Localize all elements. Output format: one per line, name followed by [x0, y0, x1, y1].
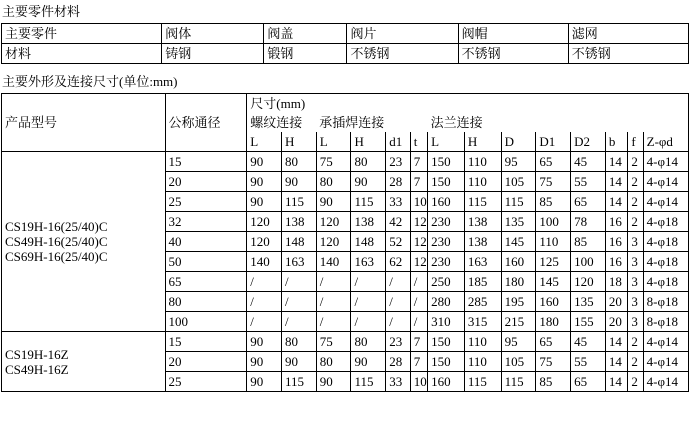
dimension-cell: 28	[386, 172, 411, 192]
nominal-diameter-cell: 25	[165, 192, 247, 212]
dimension-cell: 75	[316, 152, 351, 172]
dimension-cell: /	[247, 272, 282, 292]
subheader-0: L	[247, 132, 282, 152]
dimension-cell: 115	[464, 192, 501, 212]
subheader-1: H	[282, 132, 317, 152]
dimension-table	[1, 93, 689, 392]
dimension-cell: /	[351, 292, 386, 312]
dimension-cell: /	[386, 312, 411, 332]
dimension-cell: /	[410, 292, 427, 312]
dimension-cell: /	[282, 292, 317, 312]
nominal-diameter-cell: 65	[165, 272, 247, 292]
material-row0-cell1: 阀体	[162, 24, 264, 44]
dimension-cell: /	[351, 272, 386, 292]
dimension-cell: 45	[571, 332, 606, 352]
dimension-cell: 115	[501, 192, 536, 212]
dimension-cell: 80	[282, 152, 317, 172]
dimension-cell: 4-φ18	[643, 212, 688, 232]
dimension-cell: 4-φ14	[643, 372, 688, 392]
dimension-cell: 85	[571, 232, 606, 252]
product-model-label: CS19H-16(25/40)C	[5, 219, 108, 234]
dimension-cell: 80	[351, 152, 386, 172]
dimension-cell: 8-φ18	[643, 312, 688, 332]
dimension-cell: 120	[247, 212, 282, 232]
subheader-2: L	[316, 132, 351, 152]
dimension-cell: 45	[571, 152, 606, 172]
dimension-cell: 4-φ14	[643, 152, 688, 172]
dimension-cell: 138	[464, 232, 501, 252]
dimension-cell: 2	[628, 332, 643, 352]
dimension-cell: 148	[282, 232, 317, 252]
dimension-cell: 140	[316, 252, 351, 272]
dimension-cell: /	[316, 272, 351, 292]
dimension-cell: 2	[628, 372, 643, 392]
material-row0-cell5: 滤网	[568, 24, 688, 44]
document-page	[0, 4, 690, 431]
dimension-cell: 85	[536, 192, 571, 212]
dimension-cell: 155	[571, 312, 606, 332]
dimension-cell: 125	[536, 252, 571, 272]
dimension-cell: 90	[282, 352, 317, 372]
dimension-cell: 16	[605, 232, 627, 252]
subheader-6: L	[428, 132, 465, 152]
dimension-cell: 180	[501, 272, 536, 292]
dimension-cell: 215	[501, 312, 536, 332]
nominal-diameter-cell: 50	[165, 252, 247, 272]
dimension-cell: 3	[628, 312, 643, 332]
dimension-cell: 4-φ18	[643, 232, 688, 252]
dimension-cell: 180	[536, 312, 571, 332]
dimension-cell: 75	[536, 172, 571, 192]
dimension-cell: 310	[428, 312, 465, 332]
dimension-cell: 90	[351, 172, 386, 192]
dimension-cell: 12	[410, 212, 427, 232]
dimension-cell: /	[316, 312, 351, 332]
dimension-cell: 120	[247, 232, 282, 252]
dimension-cell: 52	[386, 232, 411, 252]
product-model-cell	[2, 152, 166, 332]
dimension-cell: 140	[247, 252, 282, 272]
dimension-cell: 16	[605, 212, 627, 232]
dimension-cell: /	[316, 292, 351, 312]
header-socket-weld-connection: 承插焊连接	[319, 115, 385, 130]
table-row	[2, 152, 689, 172]
material-table	[1, 23, 689, 64]
dimension-cell: 75	[536, 352, 571, 372]
dimension-cell: 135	[571, 292, 606, 312]
dimension-cell: /	[386, 292, 411, 312]
dimension-cell: 75	[316, 332, 351, 352]
dimension-cell: 150	[428, 172, 465, 192]
product-model-label: CS19H-16Z	[5, 346, 69, 362]
dimension-cell: 62	[386, 252, 411, 272]
dimension-cell: 90	[247, 152, 282, 172]
dimension-cell: 33	[386, 192, 411, 212]
subheader-5: t	[410, 132, 427, 152]
dimension-cell: 315	[464, 312, 501, 332]
dimension-cell: /	[410, 312, 427, 332]
material-row0-cell2: 阀盖	[264, 24, 347, 44]
material-row1-cell5: 不锈钢	[568, 44, 688, 64]
dimension-cell: /	[282, 272, 317, 292]
dimension-cell: 80	[316, 172, 351, 192]
subheader-7: H	[464, 132, 501, 152]
dimension-cell: 90	[247, 172, 282, 192]
dimension-cell: 105	[501, 172, 536, 192]
dimension-cell: 2	[628, 192, 643, 212]
dimension-cell: 90	[247, 372, 282, 392]
dimension-cell: 110	[464, 352, 501, 372]
dimension-cell: 65	[536, 152, 571, 172]
dimension-cell: 4-φ18	[643, 252, 688, 272]
dimension-cell: 3	[628, 292, 643, 312]
dimension-cell: 80	[282, 332, 317, 352]
nominal-diameter-cell: 80	[165, 292, 247, 312]
dimension-cell: 138	[351, 212, 386, 232]
dimension-cell: 115	[282, 372, 317, 392]
subheader-12: f	[628, 132, 643, 152]
nominal-diameter-cell: 15	[165, 152, 247, 172]
dimension-cell: 145	[501, 232, 536, 252]
dimension-cell: 90	[247, 332, 282, 352]
dimension-cell: 65	[571, 192, 606, 212]
dimension-cell: 14	[605, 352, 627, 372]
dimension-cell: 90	[247, 192, 282, 212]
dimension-header-row-1	[2, 94, 689, 114]
material-row1-cell2: 锻钢	[264, 44, 347, 64]
dimension-cell: 10	[410, 372, 427, 392]
dimension-cell: 8-φ18	[643, 292, 688, 312]
dimension-cell: 80	[316, 352, 351, 372]
material-row1-cell3: 不锈钢	[347, 44, 458, 64]
dimension-cell: 78	[571, 212, 606, 232]
dimension-cell: 4-φ14	[643, 192, 688, 212]
product-model-label: CS49H-16Z	[5, 361, 69, 377]
header-size-group: 尺寸(mm)	[247, 94, 689, 114]
nominal-diameter-cell: 20	[165, 172, 247, 192]
dimension-cell: 65	[536, 332, 571, 352]
dimension-cell: /	[386, 272, 411, 292]
dimension-cell: 2	[628, 152, 643, 172]
dimension-cell: 160	[428, 372, 465, 392]
dimension-cell: 120	[316, 232, 351, 252]
dimension-cell: 90	[316, 372, 351, 392]
dimension-cell: 2	[628, 352, 643, 372]
dimension-cell: 65	[571, 372, 606, 392]
dimension-cell: 100	[536, 212, 571, 232]
subheader-9: D1	[536, 132, 571, 152]
dimension-cell: 12	[410, 252, 427, 272]
dimension-cell: 120	[316, 212, 351, 232]
dimension-cell: 90	[316, 192, 351, 212]
product-model-label: CS69H-16(25/40)C	[5, 249, 108, 264]
dimension-cell: 250	[428, 272, 465, 292]
dimension-cell: 185	[464, 272, 501, 292]
material-row1-cell0: 材料	[2, 44, 162, 64]
material-row1-cell4: 不锈钢	[458, 44, 568, 64]
dimension-cell: 12	[410, 232, 427, 252]
dimension-cell: 4-φ18	[643, 272, 688, 292]
dimension-cell: /	[282, 312, 317, 332]
dimension-cell: 160	[501, 252, 536, 272]
dimension-cell: 7	[410, 152, 427, 172]
dimension-cell: 138	[464, 212, 501, 232]
dimension-cell: 2	[628, 212, 643, 232]
dimension-cell: 95	[501, 332, 536, 352]
dimension-cell: 85	[536, 372, 571, 392]
material-row0-cell4: 阀帽	[458, 24, 568, 44]
product-model-cell	[2, 332, 166, 392]
dimension-cell: 280	[428, 292, 465, 312]
dimension-cell: /	[247, 292, 282, 312]
section-spacer	[0, 64, 690, 70]
dimension-cell: 14	[605, 152, 627, 172]
dimension-cell: 160	[428, 192, 465, 212]
dimension-cell: 105	[501, 352, 536, 372]
dimension-cell: 7	[410, 172, 427, 192]
dimension-cell: 163	[351, 252, 386, 272]
dimension-cell: 138	[282, 212, 317, 232]
dimension-cell: 150	[428, 352, 465, 372]
dimension-cell: 115	[351, 192, 386, 212]
nominal-diameter-cell: 100	[165, 312, 247, 332]
nominal-diameter-cell: 25	[165, 372, 247, 392]
nominal-diameter-cell: 20	[165, 352, 247, 372]
nominal-diameter-cell: 15	[165, 332, 247, 352]
dimension-cell: /	[410, 272, 427, 292]
material-row0-cell3: 阀片	[347, 24, 458, 44]
dimension-cell: 195	[501, 292, 536, 312]
dimension-cell: 110	[464, 172, 501, 192]
dimension-cell: 23	[386, 332, 411, 352]
dimension-cell: 14	[605, 332, 627, 352]
dimension-cell: 285	[464, 292, 501, 312]
header-nominal-diameter: 公称通径	[165, 94, 247, 152]
subheader-8: D	[501, 132, 536, 152]
subheader-10: D2	[571, 132, 606, 152]
header-thread-connection: 螺纹连接	[247, 113, 316, 132]
dimension-cell: 230	[428, 232, 465, 252]
dimension-cell: 115	[501, 372, 536, 392]
table-row	[2, 24, 689, 44]
subheader-11: b	[605, 132, 627, 152]
dimension-cell: 23	[386, 152, 411, 172]
product-model-label: CS49H-16(25/40)C	[5, 234, 108, 249]
dimension-cell: /	[351, 312, 386, 332]
dimension-cell: 90	[282, 172, 317, 192]
nominal-diameter-cell: 32	[165, 212, 247, 232]
dimension-cell: 163	[464, 252, 501, 272]
dimension-cell: 7	[410, 332, 427, 352]
table-row	[2, 332, 689, 352]
dimension-cell: 80	[351, 332, 386, 352]
dimension-cell: 14	[605, 372, 627, 392]
dimension-cell: 115	[464, 372, 501, 392]
dimension-cell: 115	[351, 372, 386, 392]
dimension-cell: 148	[351, 232, 386, 252]
dimension-cell: 3	[628, 232, 643, 252]
dimension-cell: 4-φ14	[643, 332, 688, 352]
dimension-cell: 150	[428, 152, 465, 172]
dimension-cell: 95	[501, 152, 536, 172]
dimension-cell: 4-φ14	[643, 352, 688, 372]
dimension-cell: 230	[428, 212, 465, 232]
dimension-cell: 135	[501, 212, 536, 232]
dimension-cell: /	[247, 312, 282, 332]
dimension-cell: 110	[464, 152, 501, 172]
material-row0-cell0: 主要零件	[2, 24, 162, 44]
dimension-cell: 100	[571, 252, 606, 272]
dimension-cell: 28	[386, 352, 411, 372]
dimension-cell: 55	[571, 352, 606, 372]
dimension-cell: 16	[605, 252, 627, 272]
subheader-13: Z-φd	[643, 132, 688, 152]
dimension-section-heading: 主要外形及连接尺寸(单位:mm)	[2, 74, 178, 89]
dimension-cell: 55	[571, 172, 606, 192]
dimension-cell: 20	[605, 292, 627, 312]
dimension-cell: 14	[605, 172, 627, 192]
dimension-cell: 115	[282, 192, 317, 212]
material-section-heading: 主要零件材料	[2, 4, 81, 19]
material-row1-cell1: 铸钢	[162, 44, 264, 64]
dimension-cell: 18	[605, 272, 627, 292]
dimension-cell: 150	[428, 332, 465, 352]
dimension-cell: 230	[428, 252, 465, 272]
dimension-cell: 14	[605, 192, 627, 212]
dimension-cell: 10	[410, 192, 427, 212]
dimension-cell: 163	[282, 252, 317, 272]
nominal-diameter-cell: 40	[165, 232, 247, 252]
dimension-cell: 33	[386, 372, 411, 392]
dimension-cell: 20	[605, 312, 627, 332]
dimension-cell: 110	[464, 332, 501, 352]
dimension-cell: 3	[628, 272, 643, 292]
dimension-cell: 7	[410, 352, 427, 372]
dimension-cell: 3	[628, 252, 643, 272]
dimension-cell: 42	[386, 212, 411, 232]
dimension-cell: 160	[536, 292, 571, 312]
header-product-model: 产品型号	[2, 94, 166, 152]
subheader-4: d1	[386, 132, 411, 152]
dimension-cell: 145	[536, 272, 571, 292]
dimension-cell: 90	[351, 352, 386, 372]
header-flange-connection: 法兰连接	[428, 113, 689, 132]
dimension-cell: 120	[571, 272, 606, 292]
dimension-cell: 2	[628, 172, 643, 192]
table-row	[2, 44, 689, 64]
dimension-cell: 110	[536, 232, 571, 252]
dimension-cell: 90	[247, 352, 282, 372]
dimension-cell: 4-φ14	[643, 172, 688, 192]
subheader-3: H	[351, 132, 386, 152]
